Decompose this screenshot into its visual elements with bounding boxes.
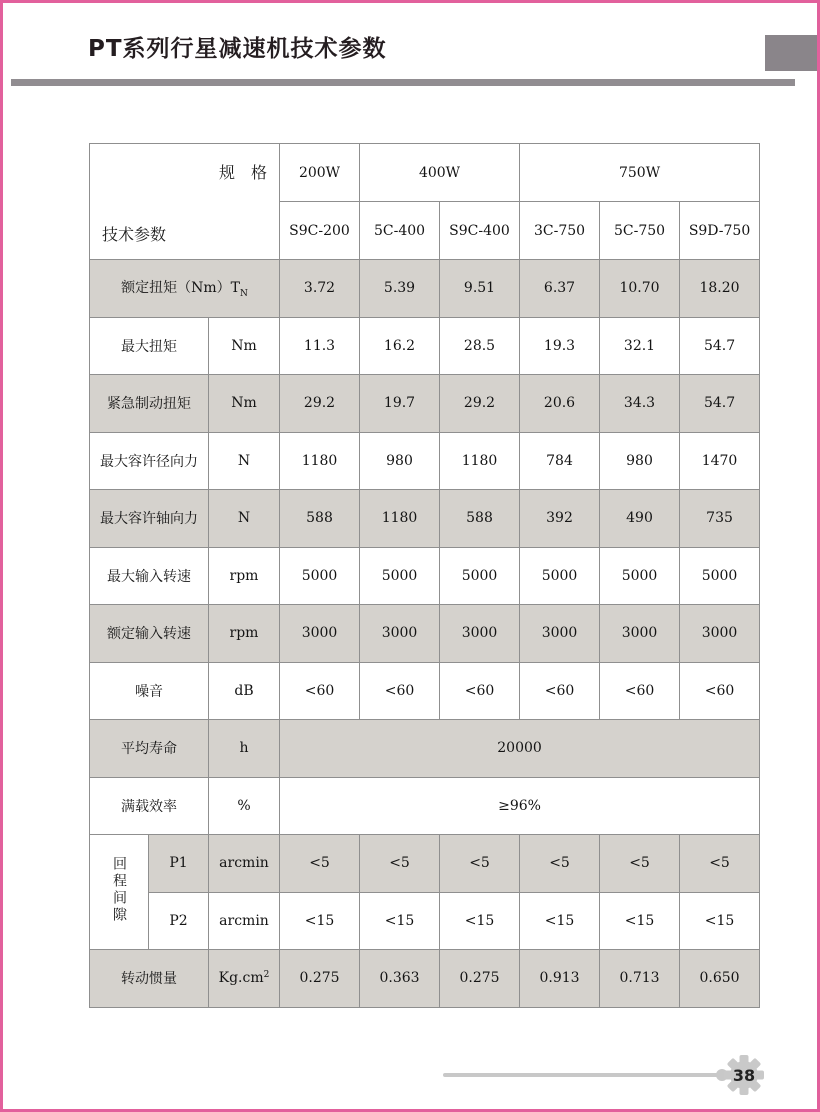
power-group-header-text: 200W <box>298 164 341 181</box>
value-cell <box>600 662 680 720</box>
row-unit-superscript: 2 <box>263 970 270 981</box>
model-header <box>280 202 360 260</box>
value-cell-text: 29.2 <box>303 395 336 412</box>
value-cell-text: 28.5 <box>463 337 496 354</box>
value-cell-text: 0.913 <box>539 970 580 987</box>
row-label-text: 最大输入转速 <box>107 568 191 585</box>
page-title: PT系列行星减速机技术参数 <box>88 36 387 62</box>
value-cell <box>520 835 600 893</box>
row-unit <box>209 777 280 835</box>
row-unit <box>209 605 280 663</box>
value-cell-text: <5 <box>549 855 570 872</box>
row-span-value-text: 20000 <box>497 740 542 757</box>
value-cell-text: <60 <box>624 682 655 699</box>
value-cell <box>680 260 760 318</box>
value-cell <box>600 605 680 663</box>
corner-top-label: 规 格 <box>219 163 268 182</box>
power-group-header-text: 750W <box>618 164 661 181</box>
value-cell-text: <15 <box>704 912 735 929</box>
value-cell <box>360 260 440 318</box>
value-cell-text: <15 <box>624 912 655 929</box>
value-cell-text: 5000 <box>301 567 338 584</box>
model-header <box>440 202 520 260</box>
value-cell <box>520 547 600 605</box>
value-cell <box>680 547 760 605</box>
value-cell-text: 1180 <box>301 452 338 469</box>
row-label <box>90 432 209 490</box>
value-cell <box>280 260 360 318</box>
value-cell <box>680 662 760 720</box>
value-cell-text: <15 <box>304 912 335 929</box>
value-cell <box>280 375 360 433</box>
model-header <box>360 202 440 260</box>
model-header-text: 5C-400 <box>373 222 426 239</box>
value-cell-text: 392 <box>546 510 573 527</box>
value-cell-text: 3000 <box>381 625 418 642</box>
value-cell <box>520 950 600 1008</box>
value-cell-text: 3000 <box>461 625 498 642</box>
value-cell-text: 18.20 <box>699 280 740 297</box>
power-group-header-text: 400W <box>418 164 461 181</box>
value-cell <box>360 835 440 893</box>
row-unit-text: dB <box>234 682 254 699</box>
row-unit-text: Nm <box>231 337 257 354</box>
row-span-value <box>280 777 760 835</box>
value-cell <box>360 662 440 720</box>
value-cell-text: 5000 <box>541 567 578 584</box>
model-header-text: 3C-750 <box>533 222 586 239</box>
value-cell <box>440 375 520 433</box>
corner-header-cell <box>90 144 280 260</box>
value-cell <box>440 432 520 490</box>
value-cell-text: <60 <box>384 682 415 699</box>
row-unit <box>209 490 280 548</box>
power-group-header <box>280 144 360 202</box>
value-cell <box>520 375 600 433</box>
value-cell-text: 0.275 <box>299 970 340 987</box>
value-cell-text: <60 <box>704 682 735 699</box>
model-header-text: S9D-750 <box>688 222 751 239</box>
value-cell-text: <60 <box>464 682 495 699</box>
value-cell-text: 16.2 <box>383 337 416 354</box>
value-cell <box>280 317 360 375</box>
value-cell <box>600 490 680 548</box>
value-cell-text: 5000 <box>461 567 498 584</box>
row-unit-text: arcmin <box>219 855 269 872</box>
value-cell-text: 735 <box>706 510 733 527</box>
row-label-text: 噪音 <box>135 683 163 700</box>
value-cell <box>520 317 600 375</box>
row-unit <box>209 835 280 893</box>
backlash-group-label-text: 回程间隙 <box>111 856 127 924</box>
value-cell-text: 5000 <box>621 567 658 584</box>
value-cell <box>360 547 440 605</box>
row-unit-text: Kg.cm <box>218 970 264 987</box>
value-cell-text: 980 <box>386 452 413 469</box>
power-group-header <box>520 144 760 202</box>
row-label-text: 最大扭矩 <box>121 338 177 355</box>
row-unit <box>209 317 280 375</box>
spec-table <box>89 143 760 1008</box>
power-group-header <box>360 144 520 202</box>
header-rule <box>11 79 795 86</box>
value-cell <box>600 547 680 605</box>
row-span-value-text: ≥96% <box>498 797 541 814</box>
value-cell-text: 1470 <box>701 452 738 469</box>
value-cell <box>360 605 440 663</box>
value-cell-text: 5000 <box>701 567 738 584</box>
row-unit <box>209 892 280 950</box>
value-cell-text: 10.70 <box>619 280 660 297</box>
value-cell-text: 54.7 <box>703 395 736 412</box>
value-cell <box>680 835 760 893</box>
value-cell <box>680 950 760 1008</box>
row-label-text: 满载效率 <box>121 798 177 815</box>
value-cell <box>440 490 520 548</box>
value-cell <box>280 605 360 663</box>
value-cell <box>360 950 440 1008</box>
value-cell-text: 20.6 <box>543 395 576 412</box>
page-number: 38 <box>732 1066 756 1085</box>
value-cell-text: <5 <box>469 855 490 872</box>
row-unit-text: N <box>237 510 251 527</box>
value-cell <box>440 605 520 663</box>
value-cell-text: 19.7 <box>383 395 416 412</box>
value-cell <box>600 375 680 433</box>
value-cell <box>600 835 680 893</box>
value-cell <box>440 892 520 950</box>
value-cell-text: <15 <box>384 912 415 929</box>
value-cell-text: 980 <box>626 452 653 469</box>
value-cell-text: 0.713 <box>619 970 660 987</box>
row-unit <box>209 950 280 1008</box>
row-label <box>90 720 209 778</box>
value-cell <box>680 317 760 375</box>
value-cell <box>600 432 680 490</box>
row-unit-text: N <box>237 452 251 469</box>
row-unit-text: rpm <box>229 567 259 584</box>
row-label-text: 最大容许轴向力 <box>100 511 198 528</box>
value-cell-text: <5 <box>709 855 730 872</box>
row-unit <box>209 547 280 605</box>
value-cell-text: 1180 <box>461 452 498 469</box>
value-cell-text: 3000 <box>621 625 658 642</box>
row-label-text: 额定输入转速 <box>107 626 191 643</box>
row-unit <box>209 720 280 778</box>
row-label <box>90 260 280 318</box>
row-label-text: 额定扭矩（Nm）T <box>121 280 240 297</box>
value-cell <box>600 260 680 318</box>
value-cell <box>360 490 440 548</box>
value-cell <box>680 892 760 950</box>
value-cell <box>280 662 360 720</box>
model-header-text: S9C-400 <box>449 222 510 239</box>
value-cell <box>440 547 520 605</box>
value-cell-text: <5 <box>629 855 650 872</box>
value-cell <box>280 547 360 605</box>
value-cell <box>360 317 440 375</box>
value-cell-text: 1180 <box>381 510 418 527</box>
row-label-text: 平均寿命 <box>121 741 177 758</box>
row-label <box>90 605 209 663</box>
row-unit <box>209 375 280 433</box>
value-cell-text: 0.275 <box>459 970 500 987</box>
row-span-value <box>280 720 760 778</box>
value-cell <box>680 490 760 548</box>
row-label <box>149 835 209 893</box>
row-label-text: 转动惯量 <box>121 971 177 988</box>
value-cell <box>440 950 520 1008</box>
value-cell-text: 54.7 <box>703 337 736 354</box>
value-cell <box>360 432 440 490</box>
value-cell-text: 11.3 <box>303 337 336 354</box>
value-cell-text: 19.3 <box>543 337 576 354</box>
row-unit-text: Nm <box>231 395 257 412</box>
value-cell <box>280 892 360 950</box>
row-label <box>90 375 209 433</box>
value-cell-text: 784 <box>546 452 573 469</box>
value-cell <box>280 432 360 490</box>
model-header-text: S9C-200 <box>289 222 350 239</box>
value-cell <box>440 260 520 318</box>
value-cell <box>440 835 520 893</box>
value-cell-text: 588 <box>306 510 333 527</box>
value-cell-text: 29.2 <box>463 395 496 412</box>
row-label-text: P1 <box>169 855 188 872</box>
model-header <box>680 202 760 260</box>
value-cell-text: 9.51 <box>463 280 496 297</box>
value-cell-text: <15 <box>544 912 575 929</box>
row-label-text: 紧急制动扭矩 <box>107 396 191 413</box>
value-cell-text: 3.72 <box>303 280 336 297</box>
page-number-gear-icon <box>722 1053 766 1097</box>
value-cell-text: <60 <box>304 682 335 699</box>
value-cell-text: 490 <box>626 510 653 527</box>
row-label <box>90 950 209 1008</box>
value-cell-text: 34.3 <box>623 395 656 412</box>
value-cell <box>680 432 760 490</box>
row-unit-text: rpm <box>229 625 259 642</box>
row-unit <box>209 662 280 720</box>
row-label-text: 最大容许径向力 <box>100 453 198 470</box>
value-cell <box>520 892 600 950</box>
value-cell <box>520 432 600 490</box>
value-cell <box>680 375 760 433</box>
row-label <box>90 490 209 548</box>
model-header-text: 5C-750 <box>613 222 666 239</box>
value-cell-text: <15 <box>464 912 495 929</box>
value-cell <box>360 892 440 950</box>
row-unit-text: arcmin <box>219 912 269 929</box>
value-cell-text: 5000 <box>381 567 418 584</box>
row-label <box>90 317 209 375</box>
value-cell-text: <5 <box>309 855 330 872</box>
value-cell <box>520 605 600 663</box>
value-cell <box>520 260 600 318</box>
footer-rule <box>443 1073 723 1077</box>
value-cell-text: 0.363 <box>379 970 420 987</box>
row-label <box>90 662 209 720</box>
value-cell-text: 0.650 <box>699 970 740 987</box>
row-label-subscript: N <box>240 289 248 300</box>
value-cell-text: 3000 <box>541 625 578 642</box>
row-unit <box>209 432 280 490</box>
row-label <box>90 547 209 605</box>
header-corner-block <box>765 35 818 71</box>
value-cell <box>280 950 360 1008</box>
value-cell-text: 6.37 <box>543 280 576 297</box>
value-cell-text: 3000 <box>701 625 738 642</box>
row-label <box>149 892 209 950</box>
value-cell <box>280 835 360 893</box>
model-header <box>600 202 680 260</box>
row-label <box>90 777 209 835</box>
value-cell <box>680 605 760 663</box>
corner-bottom-label: 技术参数 <box>102 225 167 244</box>
value-cell-text: 3000 <box>301 625 338 642</box>
value-cell <box>600 950 680 1008</box>
value-cell <box>520 662 600 720</box>
row-unit-text: % <box>237 797 251 814</box>
value-cell-text: <60 <box>544 682 575 699</box>
row-unit-text: h <box>239 740 249 757</box>
value-cell-text: 32.1 <box>623 337 656 354</box>
value-cell <box>520 490 600 548</box>
value-cell <box>360 375 440 433</box>
row-label-text: P2 <box>169 912 188 929</box>
value-cell <box>440 662 520 720</box>
value-cell-text: <5 <box>389 855 410 872</box>
value-cell-text: 588 <box>466 510 493 527</box>
value-cell <box>440 317 520 375</box>
value-cell <box>600 317 680 375</box>
backlash-group-label <box>90 835 149 950</box>
model-header <box>520 202 600 260</box>
value-cell <box>600 892 680 950</box>
value-cell <box>280 490 360 548</box>
value-cell-text: 5.39 <box>383 280 416 297</box>
